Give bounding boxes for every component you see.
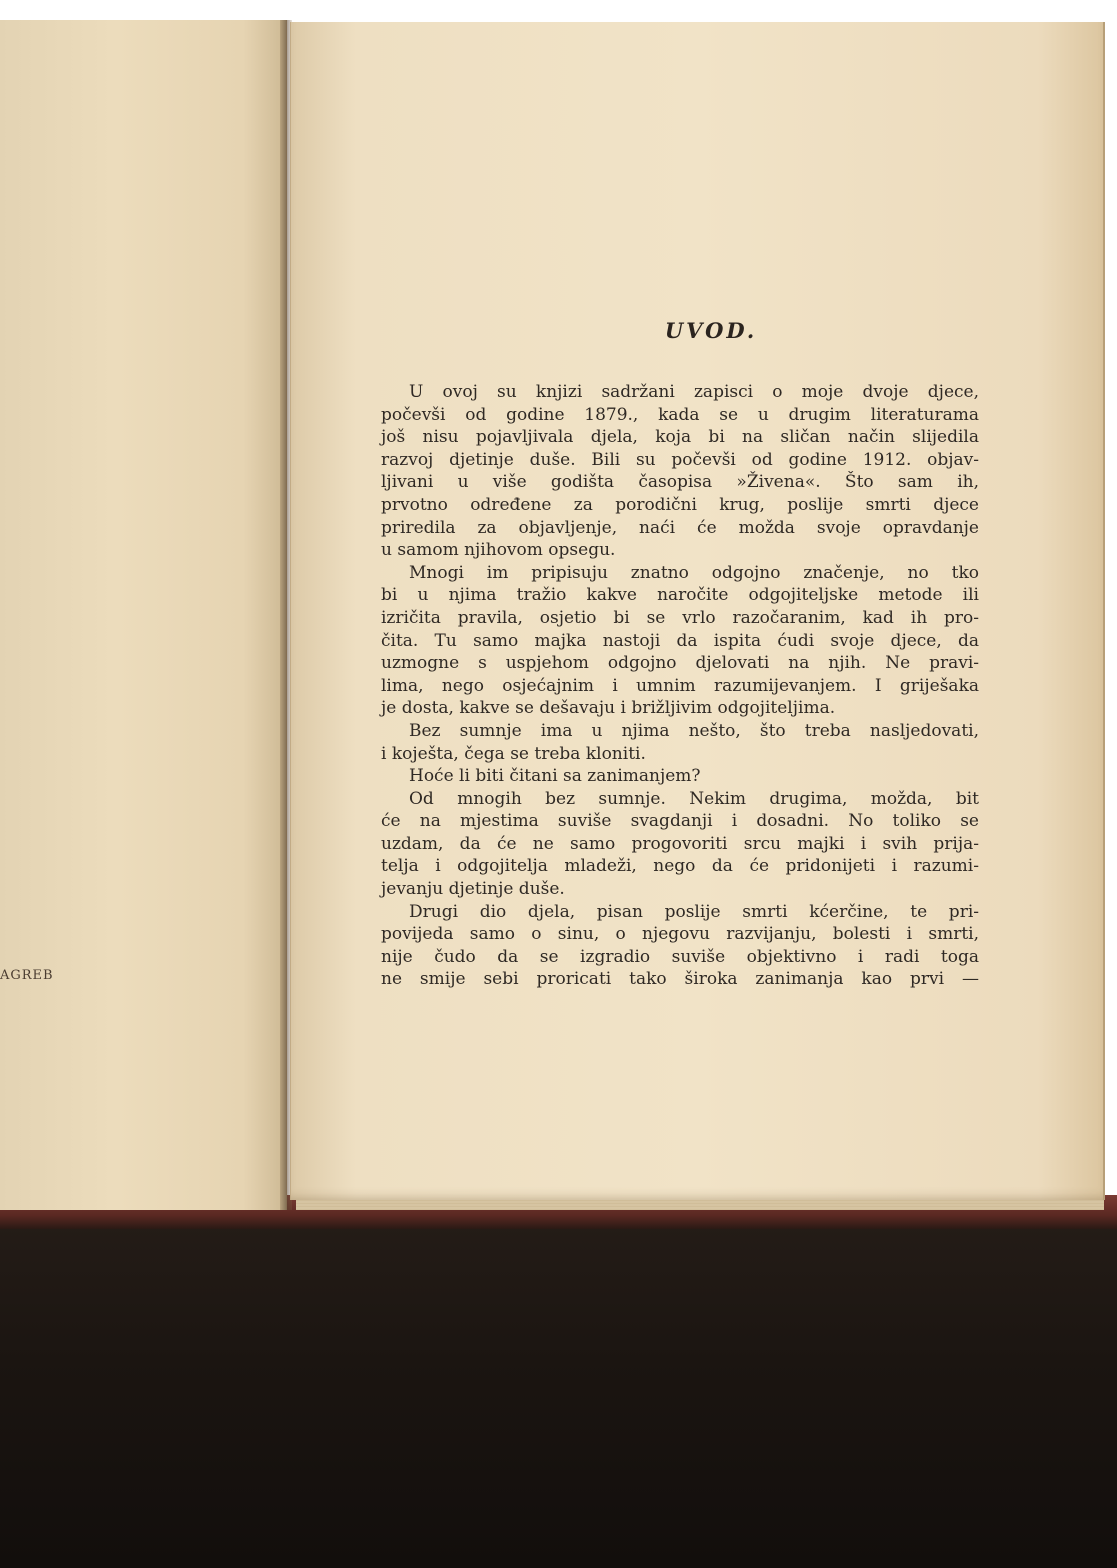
- table-surface: [0, 1222, 1117, 1568]
- text-line: uzdam, da će ne samo progovoriti srcu majki i svih prija-: [381, 833, 979, 854]
- text-line: Mnogi im pripisuju znatno odgojno značenje, no tko: [409, 562, 979, 583]
- text-line: uzmogne s uspjehom odgojno djelovati na njih. Ne pravi-: [381, 653, 979, 674]
- text-line: prvotno određene za porodični krug, poslije smrti djece: [381, 494, 979, 515]
- text-line: telja i odgojitelja mladeži, nego da će pridonijeti i razumi-: [381, 856, 979, 877]
- text-line: u samom njihovom opsegu.: [381, 540, 616, 561]
- text-line: Hoće li biti čitani sa zanimanjem?: [409, 766, 701, 787]
- text-line: počevši od godine 1879., kada se u drugim literaturama: [381, 404, 979, 425]
- text-line: bi u njima tražio kakve naročite odgojiteljske metode ili: [381, 585, 979, 606]
- text-line: Drugi dio djela, pisan poslije smrti kćerčine, te pri-: [409, 901, 979, 922]
- text-line: ne smije sebi proricati tako široka zanimanja kao prvi —: [381, 969, 979, 990]
- text-line: je dosta, kakve se dešavaju i brižljivim odgojiteljima.: [381, 698, 836, 719]
- text-line: čita. Tu samo majka nastoji da ispita ćudi svoje djece, da: [381, 630, 979, 651]
- text-line: lima, nego osjećajnim i umnim razumijevanjem. I griješaka: [381, 675, 979, 696]
- text-line: i koješta, čega se treba kloniti.: [381, 743, 646, 764]
- text-line: povijeda samo o sinu, o njegovu razvijanju, bolesti i smrti,: [381, 924, 979, 945]
- text-line: Od mnogih bez sumnje. Nekim drugima, možda, bit: [409, 788, 979, 809]
- text-line: izričita pravila, osjetio bi se vrlo razočaranim, kad ih pro-: [381, 607, 979, 628]
- text-line: nije čudo da se izgradio suviše objektivno i radi toga: [381, 946, 979, 967]
- chapter-heading: UVOD.: [664, 318, 758, 343]
- text-line: U ovoj su knjizi sadržani zapisci o moje dvoje djece,: [409, 382, 979, 402]
- text-line: priredila za objavljenje, naći će možda svoje opravdanje: [381, 517, 979, 538]
- left-page: [0, 20, 287, 1210]
- text-line: Bez sumnje ima u njima nešto, što treba nasljedovati,: [409, 720, 979, 741]
- text-line: ljivani u više godišta časopisa »Živena«. Što sam ih,: [381, 472, 979, 493]
- body-text: [381, 381, 979, 991]
- text-line: jevanju djetinje duše.: [381, 879, 565, 900]
- text-line: još nisu pojavljivala djela, koja bi na sličan način slijedila: [381, 427, 979, 448]
- text-line: će na mjestima suviše svagdanji i dosadni. No toliko se: [381, 811, 979, 832]
- publisher-imprint: AGREB: [0, 968, 54, 983]
- text-line: razvoj djetinje duše. Bili su počevši od godine 1912. objav-: [381, 449, 979, 470]
